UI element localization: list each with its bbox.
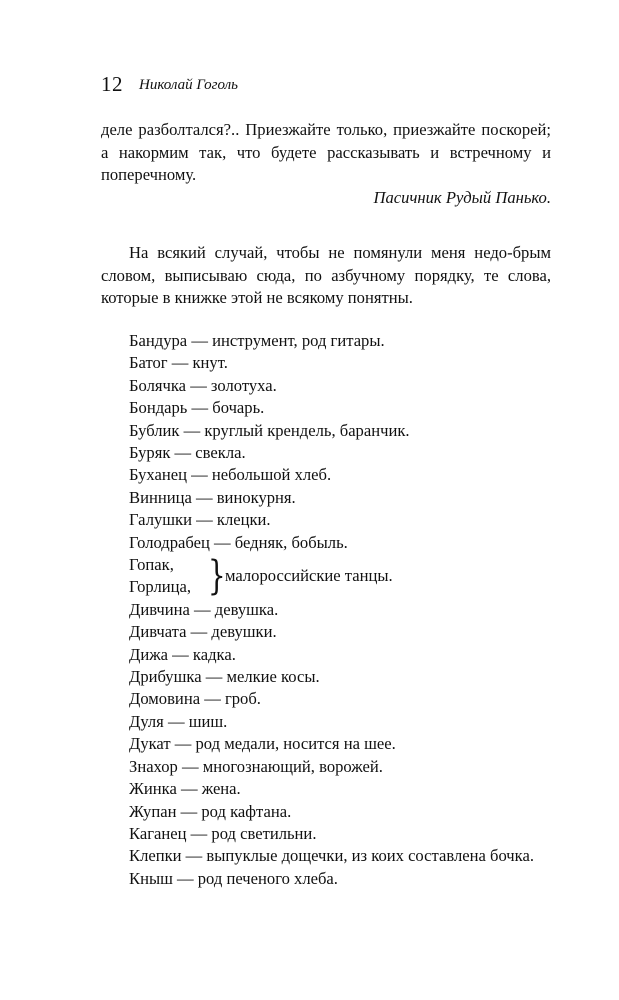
- text-line: брым словом, выписываю сюда, по азбучному порядку,: [101, 243, 551, 285]
- page-number: 12: [101, 72, 123, 96]
- brace-terms: [129, 554, 191, 599]
- curly-brace: }: [207, 553, 226, 600]
- glossary-entry: Дижа — кадка.: [129, 644, 236, 664]
- text-line: Клепки — выпуклые дощечки, из коих составлена: [129, 846, 486, 866]
- glossary-entry: Дуля — шиш.: [129, 711, 228, 731]
- letter-paragraph: [101, 119, 551, 187]
- running-head: [101, 72, 238, 102]
- glossary-entry: Буханец — небольшой хлеб.: [129, 465, 332, 485]
- glossary-entry: Дрибушка — мелкие косы.: [129, 667, 320, 687]
- glossary-entry: Каганец — род светильни.: [129, 823, 317, 843]
- glossary-entry: Болячка — золотуха.: [129, 375, 277, 395]
- glossary-entry: Батог — кнут.: [129, 353, 228, 373]
- text-line: На всякий случай, чтобы не помянули меня недо-: [129, 243, 513, 262]
- letter-ending: [101, 119, 551, 209]
- glossary-entry: Дивчина — девушка.: [129, 599, 279, 619]
- glossary-term: Горлица,: [129, 577, 192, 597]
- glossary-entry: Галушки — клецки.: [129, 510, 271, 530]
- signature: Пасичник Рудый Панько.: [373, 187, 551, 207]
- text-line: поскорей; а накормим так, что будете рассказывать и: [101, 120, 551, 162]
- glossary-entry: Винница — винокурня.: [129, 487, 296, 507]
- glossary-entry: Дивчата — девушки.: [129, 622, 277, 642]
- glossary-entry: Дукат — род медали, носится на шее.: [129, 734, 396, 754]
- glossary-entry: Жупан — род кафтана.: [129, 801, 292, 821]
- text-line: бочка.: [490, 846, 534, 866]
- glossary-entry: Бондарь — бочарь.: [129, 398, 265, 418]
- glossary-group-definition: малороссийские танцы.: [225, 566, 393, 586]
- glossary-entry: Домовина — гроб.: [129, 689, 261, 709]
- glossary-entry: Бандура — инструмент, род гитары.: [129, 331, 385, 350]
- glossary-entry-wrapped: [101, 845, 551, 867]
- running-head-author: Николай Гоголь: [139, 77, 238, 93]
- text-line: деле разболтался?.. Приезжайте только, приезжайте: [101, 120, 476, 139]
- glossary-entry: Кныш — род печеного хлеба.: [129, 868, 338, 888]
- glossary-entry: Знахор — многознающий, ворожей.: [129, 756, 383, 776]
- preface: [101, 242, 551, 310]
- glossary-term: Гопак,: [129, 555, 174, 575]
- glossary-brace-group: [101, 554, 551, 599]
- glossary-entry: Жинка — жена.: [129, 779, 241, 799]
- glossary-entry: Бублик — круглый крендель, баранчик.: [129, 420, 410, 440]
- text-line: встречному и поперечному.: [101, 142, 551, 185]
- text-line: те слова, которые в книжке этой не всякому понятны.: [101, 265, 551, 308]
- glossary-entry: Голодрабец — бедняк, бобыль.: [129, 532, 348, 552]
- glossary-entry: Буряк — свекла.: [129, 443, 246, 463]
- glossary-list: [101, 330, 551, 890]
- preface-paragraph: [101, 242, 551, 310]
